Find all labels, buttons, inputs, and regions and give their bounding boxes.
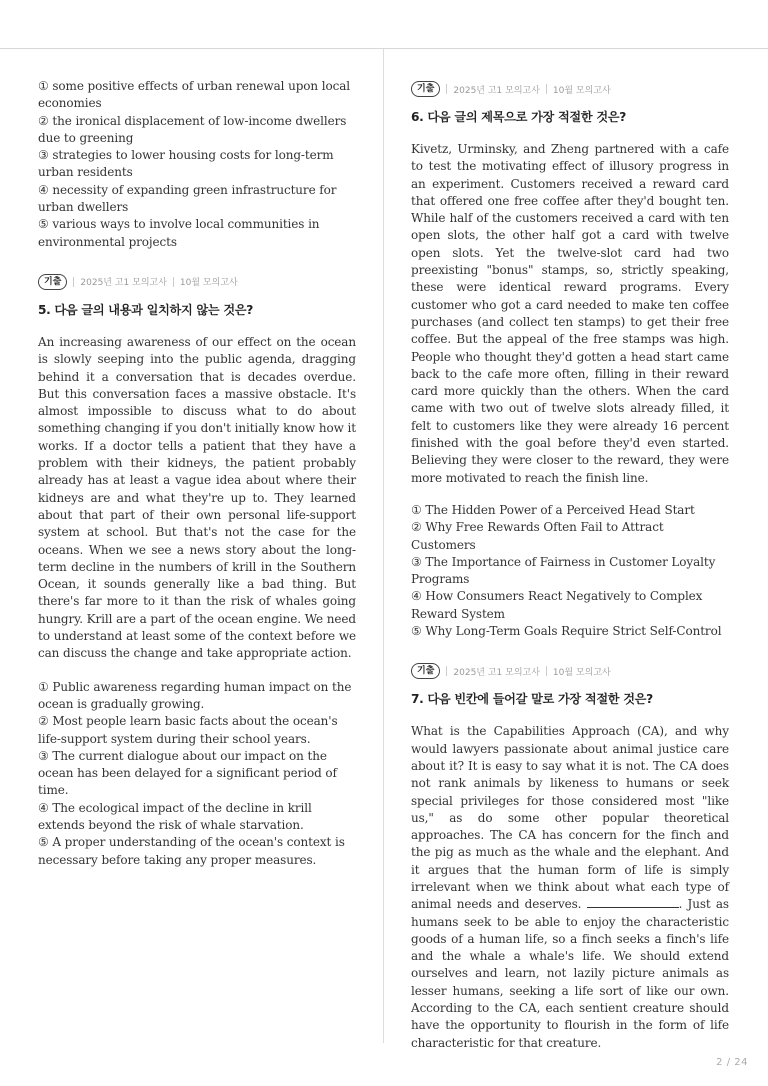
q7-passage — [411, 723, 729, 1052]
choice-3: ③ The Importance of Fairness in Customer Loyalty Programs — [411, 554, 716, 587]
column-divider — [383, 49, 384, 1043]
right-column — [411, 80, 729, 1052]
choice-5: ⑤ Why Long-Term Goals Require Strict Self-Control — [411, 624, 722, 639]
exam-year-label: 2025년 고1 모의고사 — [453, 85, 540, 96]
exam-month-label: 10월 모의고사 — [552, 667, 611, 678]
choice-1: ① The Hidden Power of a Perceived Head Start — [411, 502, 695, 517]
choice-3: ③ strategies to lower housing costs for long-term urban residents — [38, 148, 334, 180]
q6-source-row — [411, 80, 729, 98]
answer-blank — [587, 898, 679, 908]
choice-4: ④ necessity of expanding green infrastructure for urban dwellers — [38, 182, 337, 215]
choice-2: ② Most people learn basic facts about the ocean's life-support system during their school years. — [38, 714, 338, 746]
exam-month-label: 10월 모의고사 — [552, 85, 611, 96]
page-number: 2 / 24 — [716, 1057, 748, 1068]
choice-3: ③ The current dialogue about our impact on the ocean has been delayed for a significant period of time. — [38, 748, 337, 798]
choice-2: ② Why Free Rewards Often Fail to Attract Customers — [411, 520, 664, 552]
q7-passage-before: What is the Capabilities Approach (CA), and why would lawyers passionate about animal justice care about it? It is easy to say what it is not. The CA does not rank animals by likeness to humans or seek special privileges for those considered most "like us," as do some other popular theoretical approaches. The CA has concern for the finch and the pig as much as the whale and the elephant. And it argues that the human form of life is simply irrelevant when we think about what each type of animal needs and deserves. — [411, 724, 729, 912]
choice-4: ④ How Consumers React Negatively to Complex Reward System — [411, 589, 703, 621]
choice-1: ① some positive effects of urban renewal upon local economies — [38, 79, 351, 111]
q5-title: 5. 다음 글의 내용과 일치하지 않는 것은? — [38, 302, 254, 317]
choice-1: ① Public awareness regarding human impact on the ocean is gradually growing. — [38, 679, 352, 711]
q7-title: 7. 다음 빈칸에 들어갈 말로 가장 적절한 것은? — [411, 692, 653, 707]
separator — [546, 666, 547, 676]
exam-year-label: 2025년 고1 모의고사 — [80, 278, 167, 289]
choice-4: ④ The ecological impact of the decline in krill extends beyond the risk of whale starvation. — [38, 800, 312, 832]
separator — [446, 84, 447, 94]
separator — [446, 666, 447, 676]
header-rule — [0, 48, 768, 49]
choice-5: ⑤ various ways to involve local communities in environmental projects — [38, 217, 320, 249]
past-exam-badge: 기출 — [38, 274, 67, 290]
exam-month-label: 10월 모의고사 — [179, 278, 238, 289]
separator — [73, 277, 74, 287]
previous-question-choices — [38, 78, 356, 251]
q5-choices — [38, 679, 356, 869]
choice-5: ⑤ A proper understanding of the ocean's context is necessary before taking any proper measures. — [38, 835, 345, 867]
separator — [173, 277, 174, 287]
q6-title: 6. 다음 글의 제목으로 가장 적절한 것은? — [411, 110, 627, 124]
separator — [546, 84, 547, 94]
q7-source-row — [411, 662, 729, 680]
q5-source-row — [38, 273, 356, 291]
q6-choices — [411, 502, 729, 640]
past-exam-badge: 기출 — [411, 663, 440, 679]
q7-passage-after: . Just as humans seek to be able to enjoy the characteristic goods of a human life, so a finch seeks a finch's life and the whale a whale's life. We should extend ourselves and learn, not lazily picture animals as lesser humans, seeking a life sort of like our own. According to the CA, each sentient creature should have the opportunity to flourish in the form of life characteristic for that creature. — [411, 897, 729, 1050]
q5-passage: An increasing awareness of our effect on the ocean is slowly seeping into the public agenda, dragging behind it a conversation that is decades overdue. But this conversation faces a massive obstacle. It's almost impossible to discuss what to do about something changing if you don't initially know how it works. If a doctor tells a patient that they have a problem with their kidneys, the patient probably already has at least a vague idea about where their kidneys are and what they're up to. They learned about that part of their own personal life-support system at school. But that's not the case for the oceans. When we see a news story about the long-term decline in the numbers of krill in the Southern Ocean, it sounds generally like a bad thing. But there's far more to it than the risk of whales going hungry. Krill are a part of the ocean engine. We need to understand at least some of the context before we can discuss the change and take appropriate action. — [38, 334, 356, 661]
q6-passage: Kivetz, Urminsky, and Zheng partnered with a cafe to test the motivating effect of illusory progress in an experiment. Customers received a reward card that offered one free coffee after they'd bought ten. While half of the customers received a card with ten open slots, the other half got a card with twelve open slots. Yet the twelve-slot card had two preexisting "bonus" stamps, so, strictly speaking, these were identical reward programs. Every customer who got a card needed to make ten coffee purchases (and collect ten stamps) to get their free coffee. But the appeal of the free stamps was high. People who thought they'd gotten a head start came back to the cafe more often, filling in their reward card more quickly than the others. When the card came with two out of twelve slots already filled, it felt to customers like they were already 16 percent finished with the goal before they'd even started. Believing they were closer to the reward, they were more motivated to reach the finish line. — [411, 142, 729, 485]
left-column — [38, 78, 356, 869]
exam-year-label: 2025년 고1 모의고사 — [453, 667, 540, 678]
choice-2: ② the ironical displacement of low-income dwellers due to greening — [38, 113, 347, 145]
past-exam-badge: 기출 — [411, 81, 440, 97]
